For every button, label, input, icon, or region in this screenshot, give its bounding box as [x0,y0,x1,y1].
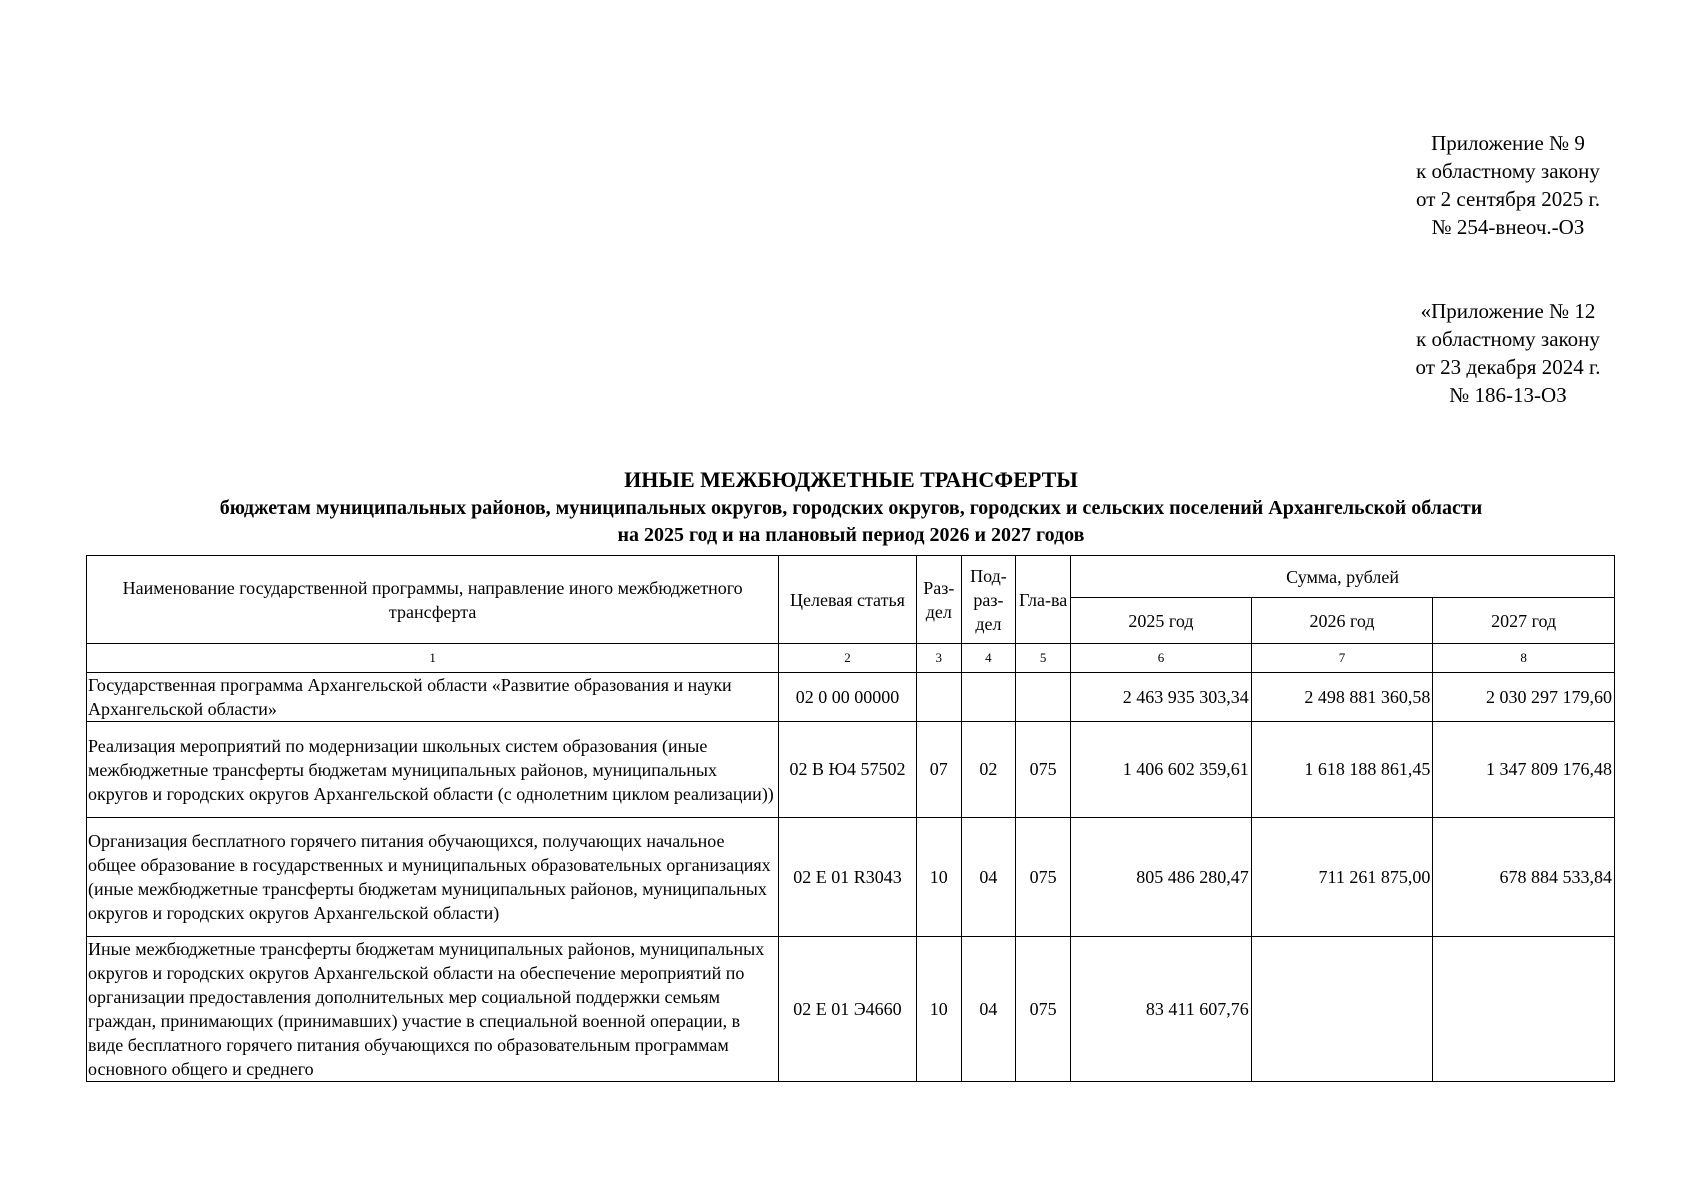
appendix-law-number: № 186-13-ОЗ [1449,383,1567,407]
transfers-table [86,555,1615,1082]
table-row-program [87,673,1615,722]
row-amount-2026: 1 618 188 861,45 [1251,722,1433,818]
appendix-amended-header [1398,297,1618,409]
column-number: 1 [87,644,779,673]
row-amount-2026: 711 261 875,00 [1251,818,1433,937]
row-chapter: 075 [1016,937,1071,1082]
column-number: 6 [1071,644,1252,673]
row-target-article: 02 Е 01 R3043 [779,818,916,937]
document-title [86,465,1616,549]
row-section: 10 [916,818,961,937]
row-target-article: 02 Е 01 Э4660 [779,937,916,1082]
row-target-article: 02 В Ю4 57502 [779,722,916,818]
appendix-date: от 2 сентября 2025 г. [1416,187,1600,211]
header-chapter: Гла-ва [1016,556,1071,644]
header-section: Раз-дел [916,556,961,644]
row-section: 07 [916,722,961,818]
title-main: ИНЫЕ МЕЖБЮДЖЕТНЫЕ ТРАНСФЕРТЫ [624,467,1078,492]
row-subsection: 04 [961,818,1015,937]
column-number: 5 [1016,644,1071,673]
row-amount-2027: 2 030 297 179,60 [1433,673,1615,722]
row-amount-2026: 2 498 881 360,58 [1251,673,1433,722]
column-number: 3 [916,644,961,673]
header-year-2025: 2025 год [1071,598,1252,644]
title-subtitle-1: бюджетам муниципальных районов, муниципальных округов, городских округов, городских и сельских поселений Архангельской области [219,497,1483,519]
row-name: Реализация мероприятий по модернизации школьных систем образования (иные межбюджетные трансферты бюджетам муниципальных районов, муниципальных округов и городских округов Архангельской области (с однолетним циклом реализации)) [87,722,779,818]
row-target-article: 02 0 00 00000 [779,673,916,722]
row-amount-2027: 1 347 809 176,48 [1433,722,1615,818]
row-section: 10 [916,937,961,1082]
row-name: Государственная программа Архангельской области «Развитие образования и науки Архангельской области» [87,673,779,722]
header-year-2027: 2027 год [1433,598,1615,644]
appendix-date: от 23 декабря 2024 г. [1415,355,1601,379]
column-number: 2 [779,644,916,673]
appendix-current-header [1398,129,1618,241]
header-name: Наименование государственной программы, направление иного межбюджетного трансферта [87,556,779,644]
row-chapter: 075 [1016,818,1071,937]
row-subsection: 04 [961,937,1015,1082]
title-subtitle-2: на 2025 год и на плановый период 2026 и 2027 годов [617,524,1085,546]
column-number: 8 [1433,644,1615,673]
table-row [87,937,1615,1082]
row-amount-2025: 2 463 935 303,34 [1071,673,1252,722]
row-amount-2025: 805 486 280,47 [1071,818,1252,937]
row-subsection: 02 [961,722,1015,818]
row-subsection [961,673,1015,722]
row-section [916,673,961,722]
appendix-number: Приложение № 9 [1431,131,1585,155]
appendix-law-ref: к областному закону [1416,159,1600,183]
row-amount-2026 [1251,937,1433,1082]
table-row [87,722,1615,818]
row-amount-2027: 678 884 533,84 [1433,818,1615,937]
appendix-number: «Приложение № 12 [1420,299,1596,323]
column-number-row [87,644,1615,673]
header-subsection: Под-раз-дел [961,556,1015,644]
row-chapter [1016,673,1071,722]
appendix-law-number: № 254-внеоч.-ОЗ [1431,215,1585,239]
appendix-law-ref: к областному закону [1416,327,1600,351]
header-year-2026: 2026 год [1251,598,1433,644]
row-amount-2027 [1433,937,1615,1082]
column-number: 4 [961,644,1015,673]
header-sum: Сумма, рублей [1071,556,1615,598]
row-name: Иные межбюджетные трансферты бюджетам муниципальных районов, муниципальных округов и городских округов Архангельской области на обеспечение мероприятий по организации предоставления дополнительных мер социальной поддержки семьям граждан, принимающих (принимавших) участие в специальной военной операции, в виде бесплатного горячего питания обучающихся по образовательным программам основного общего и среднего [87,937,779,1082]
row-amount-2025: 83 411 607,76 [1071,937,1252,1082]
row-name: Организация бесплатного горячего питания обучающихся, получающих начальное общее образование в государственных и муниципальных образовательных организациях (иные межбюджетные трансферты бюджетам муниципальных районов, муниципальных округов и городских округов Архангельской области) [87,818,779,937]
column-number: 7 [1251,644,1433,673]
header-target: Целевая статья [779,556,916,644]
table-row [87,818,1615,937]
row-chapter: 075 [1016,722,1071,818]
row-amount-2025: 1 406 602 359,61 [1071,722,1252,818]
